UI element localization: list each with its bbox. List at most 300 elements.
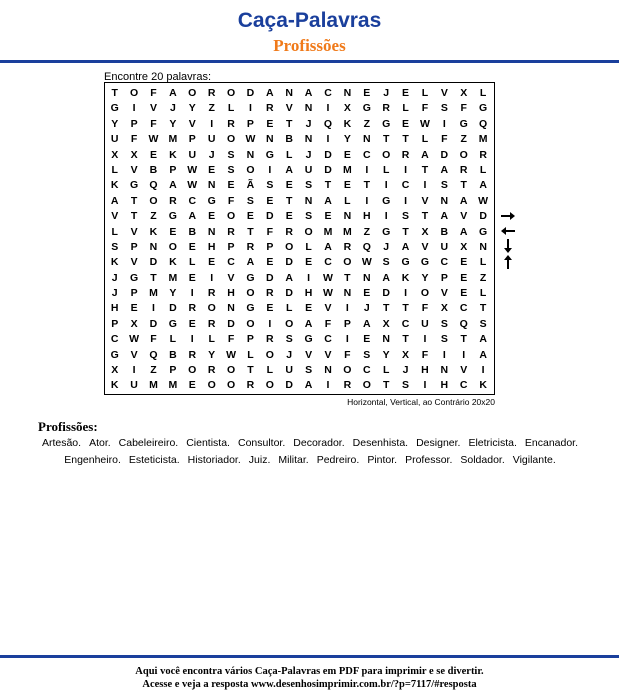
- grid-letter: D: [479, 210, 487, 223]
- grid-rows: [105, 86, 493, 394]
- grid-letter: X: [440, 302, 448, 315]
- grid-letter: V: [149, 102, 157, 115]
- grid-letter: V: [324, 348, 332, 361]
- grid-letter: Q: [149, 179, 158, 192]
- grid-letter: Z: [460, 133, 467, 146]
- grid-letter: E: [285, 210, 293, 223]
- grid-letter: P: [343, 317, 351, 330]
- grid-letter: V: [421, 194, 429, 207]
- grid-letter: R: [207, 287, 216, 300]
- grid-letter: Z: [363, 117, 370, 130]
- grid-letter: G: [168, 317, 177, 330]
- grid-letter: R: [479, 148, 487, 161]
- grid-letter: F: [150, 333, 157, 346]
- grid-letter: I: [442, 348, 446, 361]
- grid-letter: G: [479, 102, 488, 115]
- footer: [0, 665, 619, 691]
- grid-letter: I: [132, 364, 136, 377]
- grid-letter: R: [207, 364, 216, 377]
- grid-letter: A: [440, 210, 449, 223]
- grid-letter: O: [207, 302, 216, 315]
- grid-letter: I: [423, 179, 427, 192]
- grid-letter: P: [111, 317, 119, 330]
- grid-letter: I: [268, 317, 272, 330]
- grid-letter: D: [169, 302, 177, 315]
- grid-letter: O: [285, 317, 294, 330]
- grid-letter: J: [383, 240, 390, 253]
- grid-letter: N: [304, 194, 313, 207]
- grid-letter: I: [210, 117, 214, 130]
- grid-letter: Q: [323, 117, 333, 130]
- grid-letter: R: [227, 117, 235, 130]
- grid-letter: N: [207, 179, 216, 192]
- grid-letter: T: [402, 225, 409, 238]
- grid-letter: D: [382, 287, 390, 300]
- grid-letter: O: [246, 163, 255, 176]
- grid-letter: N: [304, 102, 313, 115]
- grid-letter: C: [362, 364, 371, 377]
- grid-letter: M: [323, 225, 333, 238]
- grid-letter: G: [362, 102, 371, 115]
- grid-letter: O: [285, 240, 294, 253]
- grid-letter: Ã: [246, 179, 255, 192]
- profession-word: Desenhista.: [352, 437, 409, 449]
- grid-letter: O: [265, 348, 274, 361]
- grid-letter: T: [382, 379, 390, 392]
- grid-letter: O: [420, 287, 430, 300]
- grid-letter: X: [343, 102, 351, 115]
- profession-word: Militar.: [278, 454, 309, 466]
- grid-letter: G: [110, 348, 119, 361]
- grid-letter: T: [324, 179, 332, 192]
- grid-letter: E: [208, 210, 216, 223]
- grid-letter: N: [362, 271, 371, 284]
- grid-letter: L: [382, 163, 390, 176]
- grid-letter: C: [459, 302, 468, 315]
- grid-letter: O: [188, 87, 197, 99]
- grid-letter: A: [324, 240, 332, 253]
- grid-letter: C: [362, 148, 371, 161]
- grid-letter: Y: [169, 117, 177, 130]
- top-divider: [0, 60, 619, 63]
- grid-row: [105, 209, 493, 224]
- profession-word: Ator.: [89, 437, 111, 449]
- profession-word: Eletricista.: [468, 437, 517, 449]
- grid-letter: X: [382, 317, 390, 330]
- grid-letter: R: [227, 225, 235, 238]
- grid-letter: H: [362, 210, 371, 223]
- grid-letter: R: [246, 379, 255, 392]
- grid-letter: X: [111, 148, 119, 161]
- grid-letter: E: [363, 87, 371, 99]
- grid-letter: D: [266, 271, 274, 284]
- grid-letter: E: [324, 210, 332, 223]
- grid-letter: I: [326, 102, 330, 115]
- grid-letter: A: [362, 317, 371, 330]
- professions-word-list: [30, 435, 590, 469]
- grid-letter: F: [324, 317, 332, 330]
- grid-letter: I: [462, 348, 466, 361]
- profession-word: Encanador.: [524, 437, 579, 449]
- grid-letter: D: [266, 210, 274, 223]
- grid-letter: C: [324, 87, 332, 99]
- grid-letter: V: [305, 348, 313, 361]
- grid-row: [105, 240, 493, 255]
- profession-word: Vigilante.: [512, 454, 556, 466]
- grid-letter: H: [110, 302, 119, 315]
- grid-letter: T: [402, 133, 409, 146]
- grid-letter: W: [323, 287, 333, 300]
- grid-letter: R: [285, 225, 293, 238]
- profession-word: Esteticista.: [128, 454, 180, 466]
- grid-letter: P: [130, 117, 138, 130]
- grid-letter: W: [419, 117, 430, 130]
- grid-letter: I: [384, 210, 388, 223]
- grid-letter: J: [169, 102, 176, 115]
- grid-letter: E: [460, 287, 468, 300]
- bottom-divider: [0, 655, 619, 658]
- grid-letter: X: [130, 317, 138, 330]
- grid-letter: B: [149, 163, 158, 176]
- grid-letter: S: [285, 333, 293, 346]
- grid-letter: A: [304, 379, 313, 392]
- grid-letter: D: [285, 256, 293, 269]
- grid-letter: M: [478, 133, 488, 146]
- grid-letter: N: [440, 364, 449, 377]
- grid-letter: E: [130, 302, 138, 315]
- grid-letter: M: [343, 225, 352, 238]
- word-search-grid: [104, 82, 495, 395]
- grid-letter: B: [188, 225, 197, 238]
- grid-letter: N: [324, 364, 332, 377]
- grid-letter: L: [189, 256, 196, 269]
- grid-letter: E: [188, 271, 196, 284]
- grid-letter: W: [187, 179, 198, 192]
- grid-row: [105, 301, 493, 316]
- profession-word: Consultor.: [237, 437, 286, 449]
- grid-letter: O: [246, 317, 255, 330]
- grid-letter: I: [248, 102, 252, 115]
- grid-letter: X: [111, 364, 119, 377]
- grid-letter: W: [478, 194, 489, 207]
- grid-letter: L: [208, 333, 215, 346]
- grid-letter: D: [227, 317, 235, 330]
- grid-letter: N: [266, 133, 274, 146]
- grid-letter: I: [423, 379, 427, 392]
- up-arrow-icon: [500, 254, 516, 269]
- grid-letter: A: [169, 87, 177, 99]
- grid-letter: Z: [363, 225, 370, 238]
- grid-letter: T: [479, 302, 487, 315]
- grid-letter: T: [150, 271, 157, 284]
- grid-letter: A: [401, 240, 410, 253]
- grid-letter: M: [149, 287, 158, 300]
- grid-letter: O: [207, 379, 216, 392]
- grid-letter: A: [285, 271, 293, 284]
- grid-letter: H: [227, 287, 235, 300]
- grid-letter: D: [324, 148, 332, 161]
- grid-letter: L: [344, 194, 351, 207]
- grid-letter: A: [304, 87, 313, 99]
- grid-letter: S: [363, 348, 371, 361]
- grid-letter: R: [382, 102, 390, 115]
- grid-letter: M: [343, 163, 352, 176]
- profession-word: Artesão.: [41, 437, 82, 449]
- grid-letter: E: [266, 256, 274, 269]
- grid-letter: A: [421, 148, 429, 161]
- grid-letter: I: [345, 333, 349, 346]
- grid-letter: H: [440, 379, 449, 392]
- grid-letter: V: [460, 364, 468, 377]
- grid-caption: Horizontal, Vertical, ao Contrário 20x20: [347, 397, 495, 407]
- profession-word: Cabeleireiro.: [118, 437, 179, 449]
- professions-heading: Profissões:: [38, 419, 98, 434]
- grid-letter: C: [440, 256, 449, 269]
- grid-letter: Z: [150, 364, 157, 377]
- grid-letter: A: [479, 348, 487, 361]
- grid-letter: E: [305, 256, 313, 269]
- grid-letter: G: [401, 256, 410, 269]
- grid-letter: J: [305, 117, 312, 130]
- grid-letter: N: [479, 240, 487, 253]
- grid-letter: I: [365, 163, 369, 176]
- grid-letter: R: [266, 287, 274, 300]
- right-arrow-icon: [500, 208, 516, 223]
- grid-letter: K: [169, 148, 177, 161]
- profession-word: Designer.: [416, 437, 461, 449]
- grid-letter: R: [207, 317, 216, 330]
- grid-letter: K: [110, 179, 119, 192]
- grid-letter: V: [130, 348, 138, 361]
- grid-letter: U: [440, 240, 449, 253]
- grid-letter: T: [382, 133, 390, 146]
- grid-letter: L: [286, 302, 293, 315]
- grid-letter: N: [343, 87, 352, 99]
- left-arrow-icon: [500, 223, 516, 238]
- grid-letter: U: [421, 317, 429, 330]
- grid-letter: N: [246, 148, 255, 161]
- grid-letter: G: [382, 117, 391, 130]
- grid-letter: L: [111, 163, 118, 176]
- grid-letter: I: [365, 194, 369, 207]
- grid-letter: Y: [421, 271, 429, 284]
- grid-letter: P: [130, 240, 138, 253]
- grid-letter: J: [305, 148, 312, 161]
- grid-letter: M: [168, 133, 178, 146]
- grid-letter: N: [362, 133, 371, 146]
- grid-letter: R: [266, 102, 274, 115]
- grid-letter: C: [401, 179, 410, 192]
- page-title: Caça-Palavras: [237, 9, 382, 32]
- grid-row: [105, 86, 493, 101]
- grid-letter: L: [421, 133, 429, 146]
- grid-letter: P: [440, 271, 448, 284]
- grid-letter: C: [459, 379, 468, 392]
- grid-letter: E: [305, 302, 313, 315]
- grid-letter: U: [207, 133, 216, 146]
- grid-letter: K: [343, 117, 352, 130]
- grid-letter: I: [307, 271, 311, 284]
- grid-letter: I: [268, 163, 272, 176]
- footer-line-2: Acesse e veja a resposta www.desenhosimprimir.com.br/?p=7117/#resposta: [142, 679, 477, 690]
- grid-letter: G: [246, 302, 255, 315]
- grid-letter: T: [402, 302, 409, 315]
- grid-letter: V: [460, 210, 468, 223]
- grid-letter: I: [345, 302, 349, 315]
- grid-letter: A: [266, 87, 274, 99]
- grid-letter: R: [169, 194, 177, 207]
- grid-letter: E: [402, 87, 410, 99]
- grid-letter: E: [266, 194, 274, 207]
- down-arrow-icon: [500, 239, 516, 254]
- grid-letter: G: [265, 148, 274, 161]
- grid-letter: F: [421, 302, 429, 315]
- grid-letter: O: [226, 87, 236, 99]
- grid-letter: A: [304, 317, 313, 330]
- grid-letter: T: [460, 179, 467, 192]
- grid-letter: Y: [111, 117, 119, 130]
- profession-word: Cientista.: [186, 437, 230, 449]
- grid-letter: E: [188, 379, 196, 392]
- grid-row: [105, 317, 493, 332]
- grid-letter: D: [149, 317, 158, 330]
- grid-letter: X: [460, 240, 468, 253]
- grid-letter: L: [169, 333, 177, 346]
- grid-letter: P: [188, 133, 196, 146]
- grid-letter: D: [149, 256, 158, 269]
- grid-letter: E: [266, 302, 274, 315]
- grid-letter: V: [130, 256, 138, 269]
- grid-letter: O: [130, 87, 139, 99]
- grid-letter: V: [440, 87, 448, 99]
- grid-letter: F: [421, 348, 429, 361]
- grid-row: [105, 363, 493, 378]
- grid-row: [105, 225, 493, 240]
- grid-letter: Y: [208, 348, 216, 361]
- grid-row: [105, 332, 493, 347]
- grid-letter: R: [401, 148, 410, 161]
- grid-letter: K: [110, 379, 119, 392]
- profession-word: Juiz.: [248, 454, 271, 466]
- grid-letter: O: [226, 210, 236, 223]
- grid-letter: J: [363, 302, 370, 315]
- grid-letter: U: [285, 364, 293, 377]
- grid-letter: A: [382, 271, 390, 284]
- grid-letter: F: [227, 333, 235, 346]
- direction-arrows: [500, 208, 516, 270]
- grid-letter: I: [210, 271, 214, 284]
- grid-letter: S: [227, 148, 235, 161]
- grid-letter: D: [285, 379, 293, 392]
- grid-letter: L: [286, 148, 293, 161]
- grid-letter: E: [343, 148, 351, 161]
- grid-letter: G: [420, 256, 430, 269]
- grid-letter: G: [304, 333, 313, 346]
- grid-letter: I: [442, 117, 446, 130]
- grid-letter: T: [421, 163, 429, 176]
- grid-letter: N: [207, 225, 216, 238]
- grid-letter: L: [382, 364, 390, 377]
- grid-letter: Z: [479, 271, 487, 284]
- grid-row: [105, 378, 493, 393]
- grid-letter: H: [421, 364, 429, 377]
- grid-letter: A: [459, 194, 468, 207]
- grid-letter: Y: [382, 348, 390, 361]
- grid-letter: F: [460, 102, 467, 115]
- grid-letter: X: [460, 87, 468, 99]
- grid-letter: S: [111, 240, 119, 253]
- grid-letter: U: [304, 163, 313, 176]
- grid-letter: S: [402, 210, 410, 223]
- grid-letter: M: [149, 379, 158, 392]
- grid-letter: L: [227, 102, 235, 115]
- grid-letter: X: [421, 225, 429, 238]
- grid-letter: E: [169, 225, 177, 238]
- grid-letter: L: [266, 364, 274, 377]
- grid-letter: A: [246, 256, 255, 269]
- grid-letter: O: [265, 379, 274, 392]
- grid-letter: W: [226, 348, 236, 361]
- grid-letter: L: [402, 102, 409, 115]
- grid-letter: F: [130, 133, 138, 146]
- grid-letter: I: [326, 133, 330, 146]
- grid-letter: I: [326, 379, 330, 392]
- grid-row: [105, 163, 493, 178]
- grid-letter: U: [188, 148, 197, 161]
- grid-letter: G: [110, 102, 119, 115]
- grid-letter: D: [440, 148, 449, 161]
- profession-word: Pintor.: [367, 454, 398, 466]
- grid-letter: O: [343, 364, 352, 377]
- grid-letter: O: [226, 379, 236, 392]
- grid-letter: B: [169, 348, 177, 361]
- grid-letter: V: [324, 302, 332, 315]
- grid-letter: G: [207, 194, 216, 207]
- grid-letter: Q: [362, 240, 371, 253]
- grid-letter: L: [479, 287, 487, 300]
- grid-letter: D: [246, 87, 255, 99]
- grid-letter: R: [246, 240, 255, 253]
- grid-letter: Q: [149, 348, 158, 361]
- grid-letter: O: [382, 148, 391, 161]
- grid-letter: W: [361, 256, 372, 269]
- grid-letter: F: [266, 225, 274, 238]
- grid-letter: Y: [169, 287, 177, 300]
- grid-letter: L: [111, 225, 118, 238]
- grid-letter: L: [305, 240, 312, 253]
- grid-letter: P: [169, 364, 177, 377]
- grid-row: [105, 194, 493, 209]
- grid-letter: M: [168, 271, 178, 284]
- grid-letter: R: [343, 379, 352, 392]
- grid-letter: R: [188, 302, 197, 315]
- grid-letter: J: [402, 364, 409, 377]
- grid-letter: N: [304, 133, 313, 146]
- grid-letter: E: [227, 179, 235, 192]
- grid-letter: R: [207, 87, 216, 99]
- grid-letter: W: [245, 133, 256, 146]
- grid-letter: N: [149, 240, 158, 253]
- grid-letter: V: [440, 287, 448, 300]
- grid-letter: Z: [150, 210, 157, 223]
- grid-letter: S: [227, 163, 235, 176]
- grid-letter: S: [402, 379, 410, 392]
- grid-letter: F: [421, 102, 429, 115]
- profession-word: Professor.: [405, 454, 453, 466]
- grid-letter: S: [266, 179, 274, 192]
- grid-letter: C: [324, 333, 332, 346]
- grid-letter: A: [324, 194, 332, 207]
